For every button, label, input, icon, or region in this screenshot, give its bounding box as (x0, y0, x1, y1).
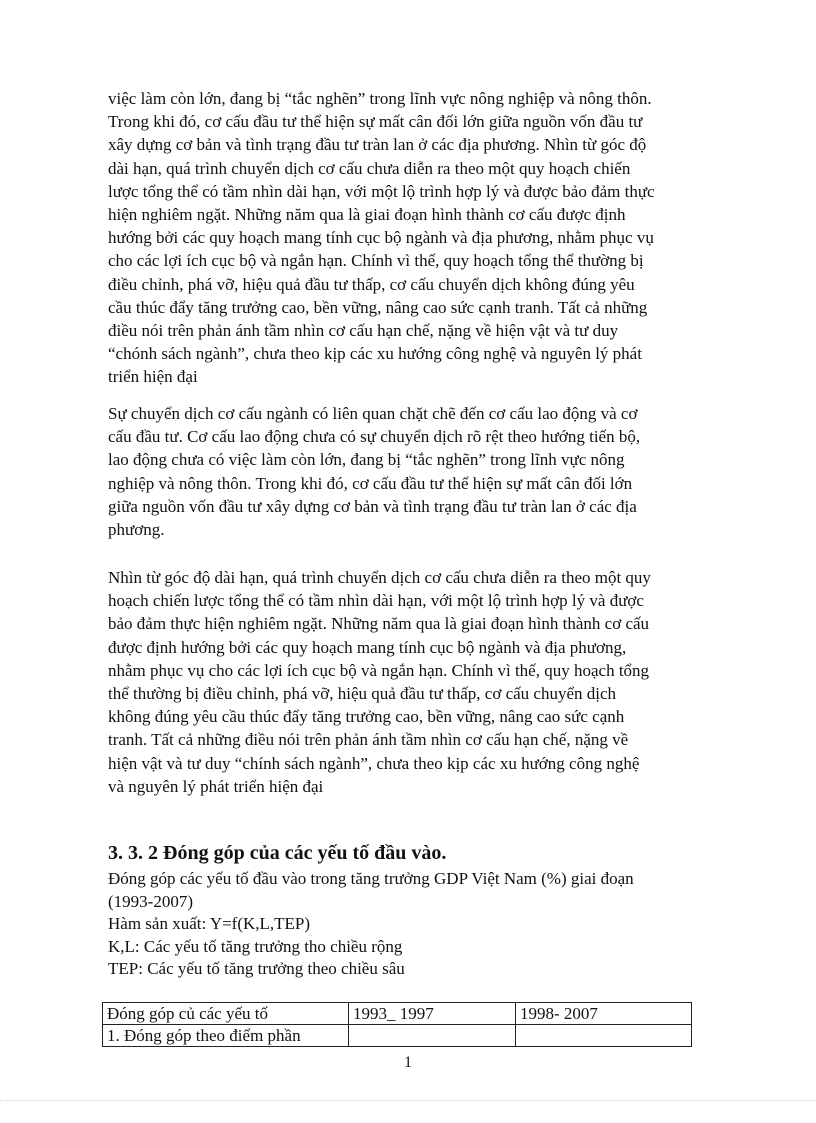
intro-line: Đóng góp các yếu tố đầu vào trong tăng trưởng GDP Việt Nam (%) giai đoạn (108, 869, 634, 888)
paragraph-1 (108, 87, 703, 389)
text-line: cho các lợi ích cục bộ và ngắn hạn. Chính vì thế, quy hoạch tổng thể thường bị (108, 251, 644, 271)
paragraph-2 (108, 402, 703, 541)
text-line: hướng bởi các quy hoạch mang tính cục bộ ngành và địa phương, nhằm phục vụ (108, 228, 654, 248)
text-line: Trong khi đó, cơ cấu đầu tư thể hiện sự mất cân đối lớn giữa nguồn vốn đầu tư (108, 112, 643, 132)
table-cell (516, 1025, 692, 1047)
table-header-cell: Đóng góp củ các yếu tố (103, 1003, 349, 1025)
page-number: 1 (404, 1054, 412, 1071)
section-intro (108, 868, 634, 981)
text-line: giữa nguồn vốn đầu tư xây dựng cơ bản và tình trạng đầu tư tràn lan ở các địa (108, 496, 637, 516)
definition-line: TEP: Các yếu tố tăng trưởng theo chiều sâu (108, 959, 405, 978)
text-line: Sự chuyển dịch cơ cấu ngành có liên quan chặt chẽ đến cơ cấu lao động và cơ (108, 404, 638, 423)
table-header-cell: 1993_ 1997 (349, 1003, 516, 1025)
paragraph-3 (108, 566, 703, 798)
intro-line: (1993-2007) (108, 891, 193, 911)
text-line: điều chỉnh, phá vỡ, hiệu quả đầu tư thấp, cơ cấu chuyển dịch không đúng yêu (108, 274, 635, 294)
definition-line: K,L: Các yếu tố tăng trưởng tho chiều rộng (108, 936, 403, 956)
text-line: dài hạn, quá trình chuyển dịch cơ cấu chưa diễn ra theo một quy hoạch chiến (108, 158, 631, 178)
text-line: lao động chưa có việc làm còn lớn, đang bị “tắc nghẽn” trong lĩnh vực nông (108, 450, 625, 470)
text-line: không đúng yêu cầu thúc đẩy tăng trưởng cao, bền vững, nâng cao sức cạnh (108, 707, 625, 727)
text-line: cầu thúc đẩy tăng trưởng cao, bền vững, nâng cao sức cạnh tranh. Tất cả những (108, 297, 648, 317)
text-line: và nguyên lý phát triển hiện đại (108, 776, 324, 796)
text-line: nghiệp và nông thôn. Trong khi đó, cơ cấu đầu tư thể hiện sự mất cân đối lớn (108, 473, 633, 493)
text-line: lược tổng thể có tầm nhìn dài hạn, với một lộ trình hợp lý và được bảo đảm thực (108, 181, 655, 201)
text-line: bảo đảm thực hiện nghiêm ngặt. Những năm qua là giai đoạn hình thành cơ cấu (108, 614, 650, 634)
text-line: hiện nghiêm ngặt. Những năm qua là giai đoạn hình thành cơ cấu được định (108, 205, 626, 225)
text-line: hiện vật và tư duy “chính sách ngành”, chưa theo kịp các xu hướng công nghệ (108, 753, 640, 773)
table-header-cell: 1998- 2007 (516, 1003, 692, 1025)
text-line: cấu đầu tư. Cơ cấu lao động chưa có sự chuyển dịch rõ rệt theo hướng tiến bộ, (108, 427, 641, 447)
section-heading: 3. 3. 2 Đóng góp của các yếu tố đầu vào. (108, 842, 447, 864)
page-break-divider (0, 1100, 816, 1101)
table-cell (349, 1025, 516, 1047)
text-line: nhằm phục vụ cho các lợi ích cục bộ và ngắn hạn. Chính vì thế, quy hoạch tổng (108, 660, 650, 680)
text-line: được định hướng bởi các quy hoạch mang tính cục bộ ngành và địa phương, (108, 637, 627, 657)
text-line: “chónh sách ngành”, chưa theo kịp các xu hướng công nghệ và nguyên lý phát (108, 344, 642, 364)
contribution-table (102, 1002, 692, 1047)
text-line: hoạch chiến lược tổng thể có tầm nhìn dài hạn, với một lộ trình hợp lý và được (108, 591, 644, 611)
table-cell: 1. Đóng góp theo điểm phần (103, 1025, 349, 1047)
text-line: thể thường bị điều chỉnh, phá vỡ, hiệu quả đầu tư thấp, cơ cấu chuyển dịch (108, 684, 617, 704)
table-row (103, 1025, 692, 1047)
text-line: xây dựng cơ bản và tình trạng đầu tư tràn lan ở các địa phương. Nhìn từ góc độ (108, 135, 647, 155)
text-line: phương. (108, 520, 165, 540)
text-line: điều nói trên phản ánh tầm nhìn cơ cấu hạn chế, nặng về hiện vật và tư duy (108, 321, 619, 341)
production-function-line: Hàm sản xuất: Y=f(K,L,TEP) (108, 914, 311, 933)
table-header-row (103, 1003, 692, 1025)
text-line: việc làm còn lớn, đang bị “tắc nghẽn” trong lĩnh vực nông nghiệp và nông thôn. (108, 89, 652, 108)
text-line: tranh. Tất cả những điều nói trên phản ánh tầm nhìn cơ cấu hạn chế, nặng về (108, 730, 629, 750)
text-line: triển hiện đại (108, 367, 198, 387)
text-line: Nhìn từ góc độ dài hạn, quá trình chuyển dịch cơ cấu chưa diễn ra theo một quy (108, 568, 651, 587)
